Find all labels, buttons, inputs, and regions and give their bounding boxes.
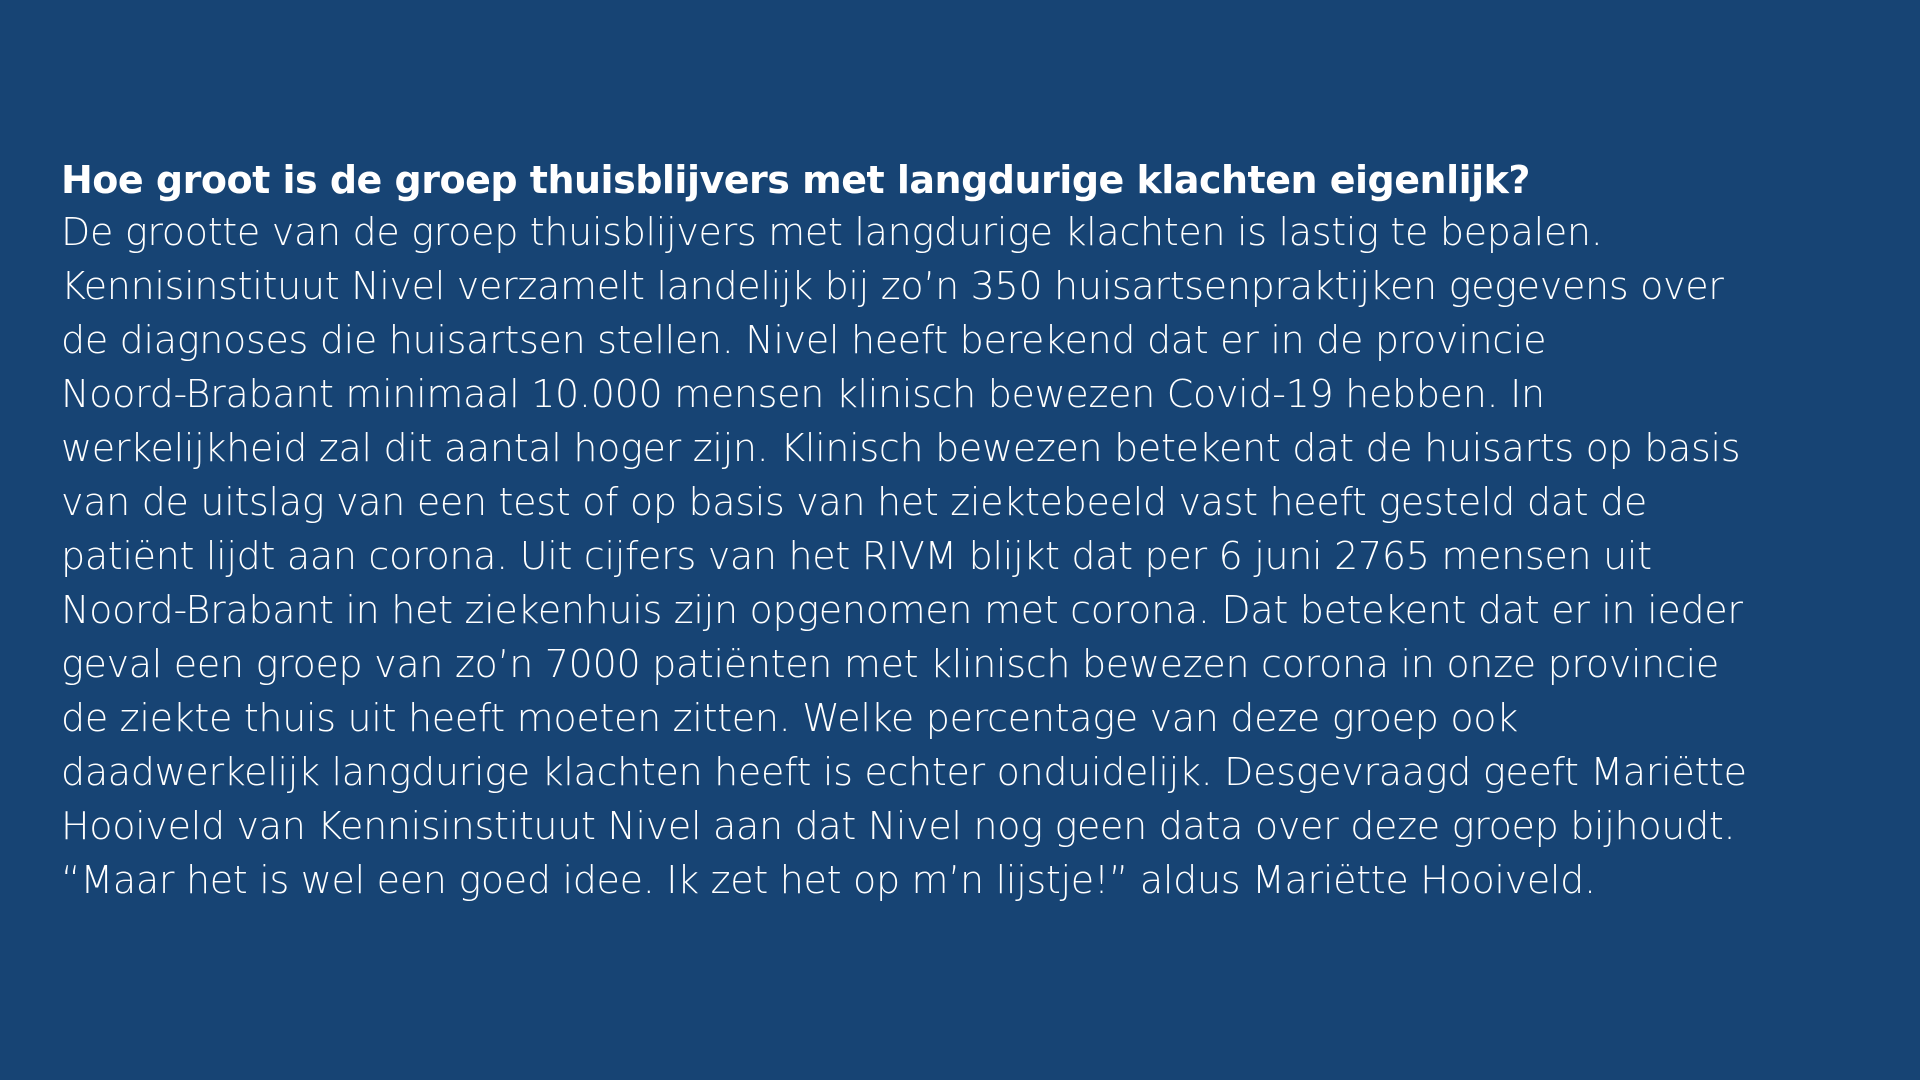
article-heading: Hoe groot is de groep thuisblijvers met langdurige klachten eigenlijk? [61,158,1530,202]
article-body-line: Noord-Brabant minimaal 10.000 mensen klinisch bewezen Covid-19 hebben. In [61,372,1545,416]
article-body-line: “Maar het is wel een goed idee. Ik zet het op m’n lijstje!” aldus Mariëtte Hooiveld. [61,858,1596,902]
article-body-line: werkelijkheid zal dit aantal hoger zijn. Klinisch bewezen betekent dat de huisarts op basis [61,426,1741,470]
article-body-line: Noord-Brabant in het ziekenhuis zijn opgenomen met corona. Dat betekent dat er in ieder [61,588,1743,632]
article-body-line: patiënt lijdt aan corona. Uit cijfers van het RIVM blijkt dat per 6 juni 2765 mensen uit [61,534,1652,578]
article-body-line: Kennisinstituut Nivel verzamelt landelijk bij zo’n 350 huisartsenpraktijken gegevens over [61,264,1724,308]
article-body-line: daadwerkelijk langdurige klachten heeft is echter onduidelijk. Desgevraagd geeft Mariëtte [61,750,1747,794]
article-body [61,205,1881,907]
article-body-line: Hooiveld van Kennisinstituut Nivel aan dat Nivel nog geen data over deze groep bijhoudt. [61,804,1736,848]
article-text-block [61,155,1881,907]
article-body-line: de diagnoses die huisartsen stellen. Nivel heeft berekend dat er in de provincie [61,318,1547,362]
article-body-line: De grootte van de groep thuisblijvers met langdurige klachten is lastig te bepalen. [61,210,1603,254]
article-body-line: van de uitslag van een test of op basis van het ziektebeeld vast heeft gesteld dat de [61,480,1647,524]
article-body-line: geval een groep van zo’n 7000 patiënten met klinisch bewezen corona in onze provincie [61,642,1720,686]
article-body-line: de ziekte thuis uit heeft moeten zitten. Welke percentage van deze groep ook [61,696,1518,740]
